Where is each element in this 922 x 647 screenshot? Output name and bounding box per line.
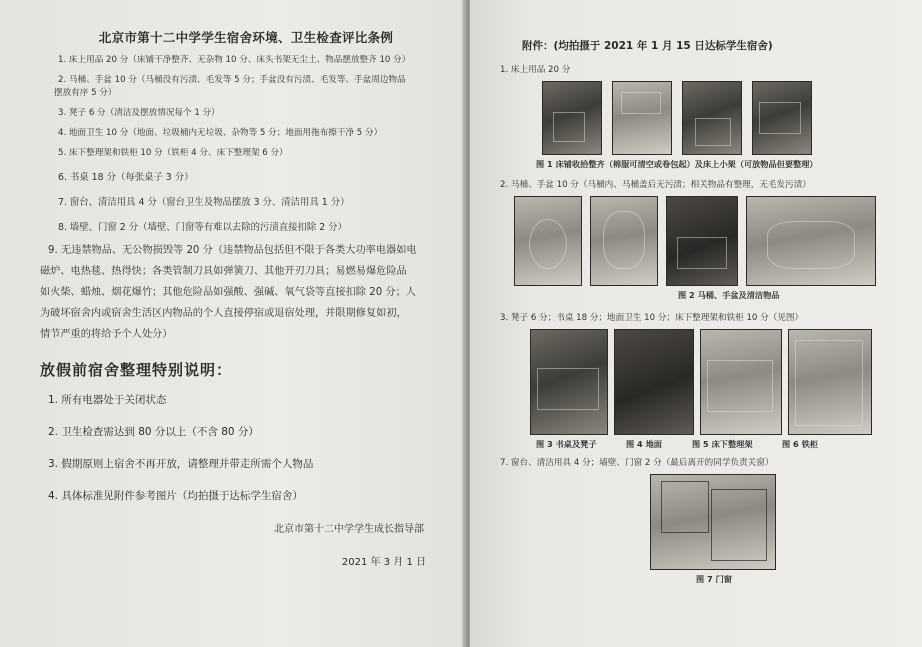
rule-9: 9. 无违禁物品、无公物损毁等 20 分（违禁物品包括但不限于各类大功率电器如电 磁炉、电热毯、热得快；各类管制刀具如弹簧刀、其他开刃刀具；易燃易爆危险品 如火柴、蜡烛、烟花爆竹；其他危险品如强酸、强碱、氧气袋等直接扣除 20 分；人 为破坏宿舍内或宿舍生活区内物品的个人直接停宿或退宿处理，并限期修复如初， 情节严重的将给予个人处分） [40,245,417,340]
washbasin-photo [746,196,876,286]
attachment-item-7: 7. 窗台、清洁用具 4 分；墙壁、门窗 2 分（最后离开的同学负责关窗） [500,458,774,468]
photo-row-2 [514,196,912,286]
attachment-title: 附件：(均拍摄于 2021 年 1 月 15 日达标学生宿舍) [522,40,773,52]
toilet-photo-2 [590,196,658,286]
attachment-item-1: 1. 床上用品 20 分 [500,65,571,75]
caption-fig-3: 图 3 书桌及凳子 [536,439,597,449]
rule-1: 1. 床上用品 20 分（床铺干净整齐、无杂物 10 分、床头书架无尘土、物品摆放整齐 10 分） [58,55,411,65]
toilet-photo-1 [514,196,582,286]
rule-2: 2. 马桶、手盆 10 分（马桶没有污渍、毛发等 5 分；手盆没有污渍、毛发等、手盆周边物品 [58,75,406,85]
rule-3: 3. 凳子 6 分（清洁及摆放情况每个 1 分） [58,108,220,118]
rule-2-cont: 摆放有序 5 分） [54,88,117,98]
caption-fig-4: 图 4 地面 [626,439,662,449]
date: 2021 年 3 月 1 日 [341,557,426,568]
attachment-item-2: 2. 马桶、手盆 10 分（马桶内、马桶盖后无污渍；相关物品有整理，无毛发污渍） [500,180,811,190]
rule-6: 6. 书桌 18 分（每张桌子 3 分） [58,172,194,183]
note-4: 4. 具体标准见附件参考图片（均拍摄于达标学生宿舍） [48,490,303,502]
bed-photo-3 [682,81,742,155]
caption-fig-7: 图 7 门窗 [696,574,732,584]
rule-8: 8. 墙壁、门窗 2 分（墙壁、门窗等有难以去除的污渍直接扣除 2 分） [58,222,347,233]
caption-fig-1: 图 1 床铺收拾整齐（棉服可清空或卷包起）及床上小架（可放物品但要整理） [536,159,818,169]
photo-row-7 [650,474,912,570]
iron-cabinet-photo [788,329,872,435]
caption-fig-5: 图 5 床下整理架 [692,439,753,449]
bed-photo-1 [542,81,602,155]
attachment-item-3: 3. 凳子 6 分；书桌 18 分；地面卫生 10 分；床下整理架和铁柜 10 分（见图） [500,313,804,323]
bed-photo-4 [752,81,812,155]
section-title: 放假前宿舍整理特别说明： [40,361,233,379]
note-1: 1. 所有电器处于关闭状态 [48,394,167,406]
caption-fig-6: 图 6 铁柜 [782,439,818,449]
under-bed-rack-photo [700,329,782,435]
cleaning-supplies-photo [666,196,738,286]
rule-7: 7. 窗台、清洁用具 4 分（窗台卫生及物品摆放 3 分、清洁用具 1 分） [58,197,350,208]
document-title: 北京市第十二中学学生宿舍环境、卫生检查评比条例 [98,30,394,45]
note-3: 3. 假期原则上宿舍不再开放，请整理并带走所需个人物品 [48,458,314,470]
photo-row-1 [542,81,912,155]
rule-5: 5. 床下整理架和铁柜 10 分（铁柜 4 分、床下整理架 6 分） [58,148,288,158]
right-page [470,0,922,647]
bed-photo-2 [612,81,672,155]
desk-stool-photo [530,329,608,435]
captions-row-3 [536,439,912,450]
note-2: 2. 卫生检查需达到 80 分以上（不含 80 分） [48,426,259,438]
floor-photo [614,329,694,435]
rule-4: 4. 地面卫生 10 分（地面、垃圾桶内无垃圾、杂物等 5 分；地面用拖布擦干净 5 分） [58,128,383,138]
door-window-photo [650,474,776,570]
caption-fig-2: 图 2 马桶、手盆及清洁物品 [678,290,780,300]
photo-row-3 [530,329,912,435]
signature: 北京市第十二中学学生成长指导部 [274,524,424,535]
